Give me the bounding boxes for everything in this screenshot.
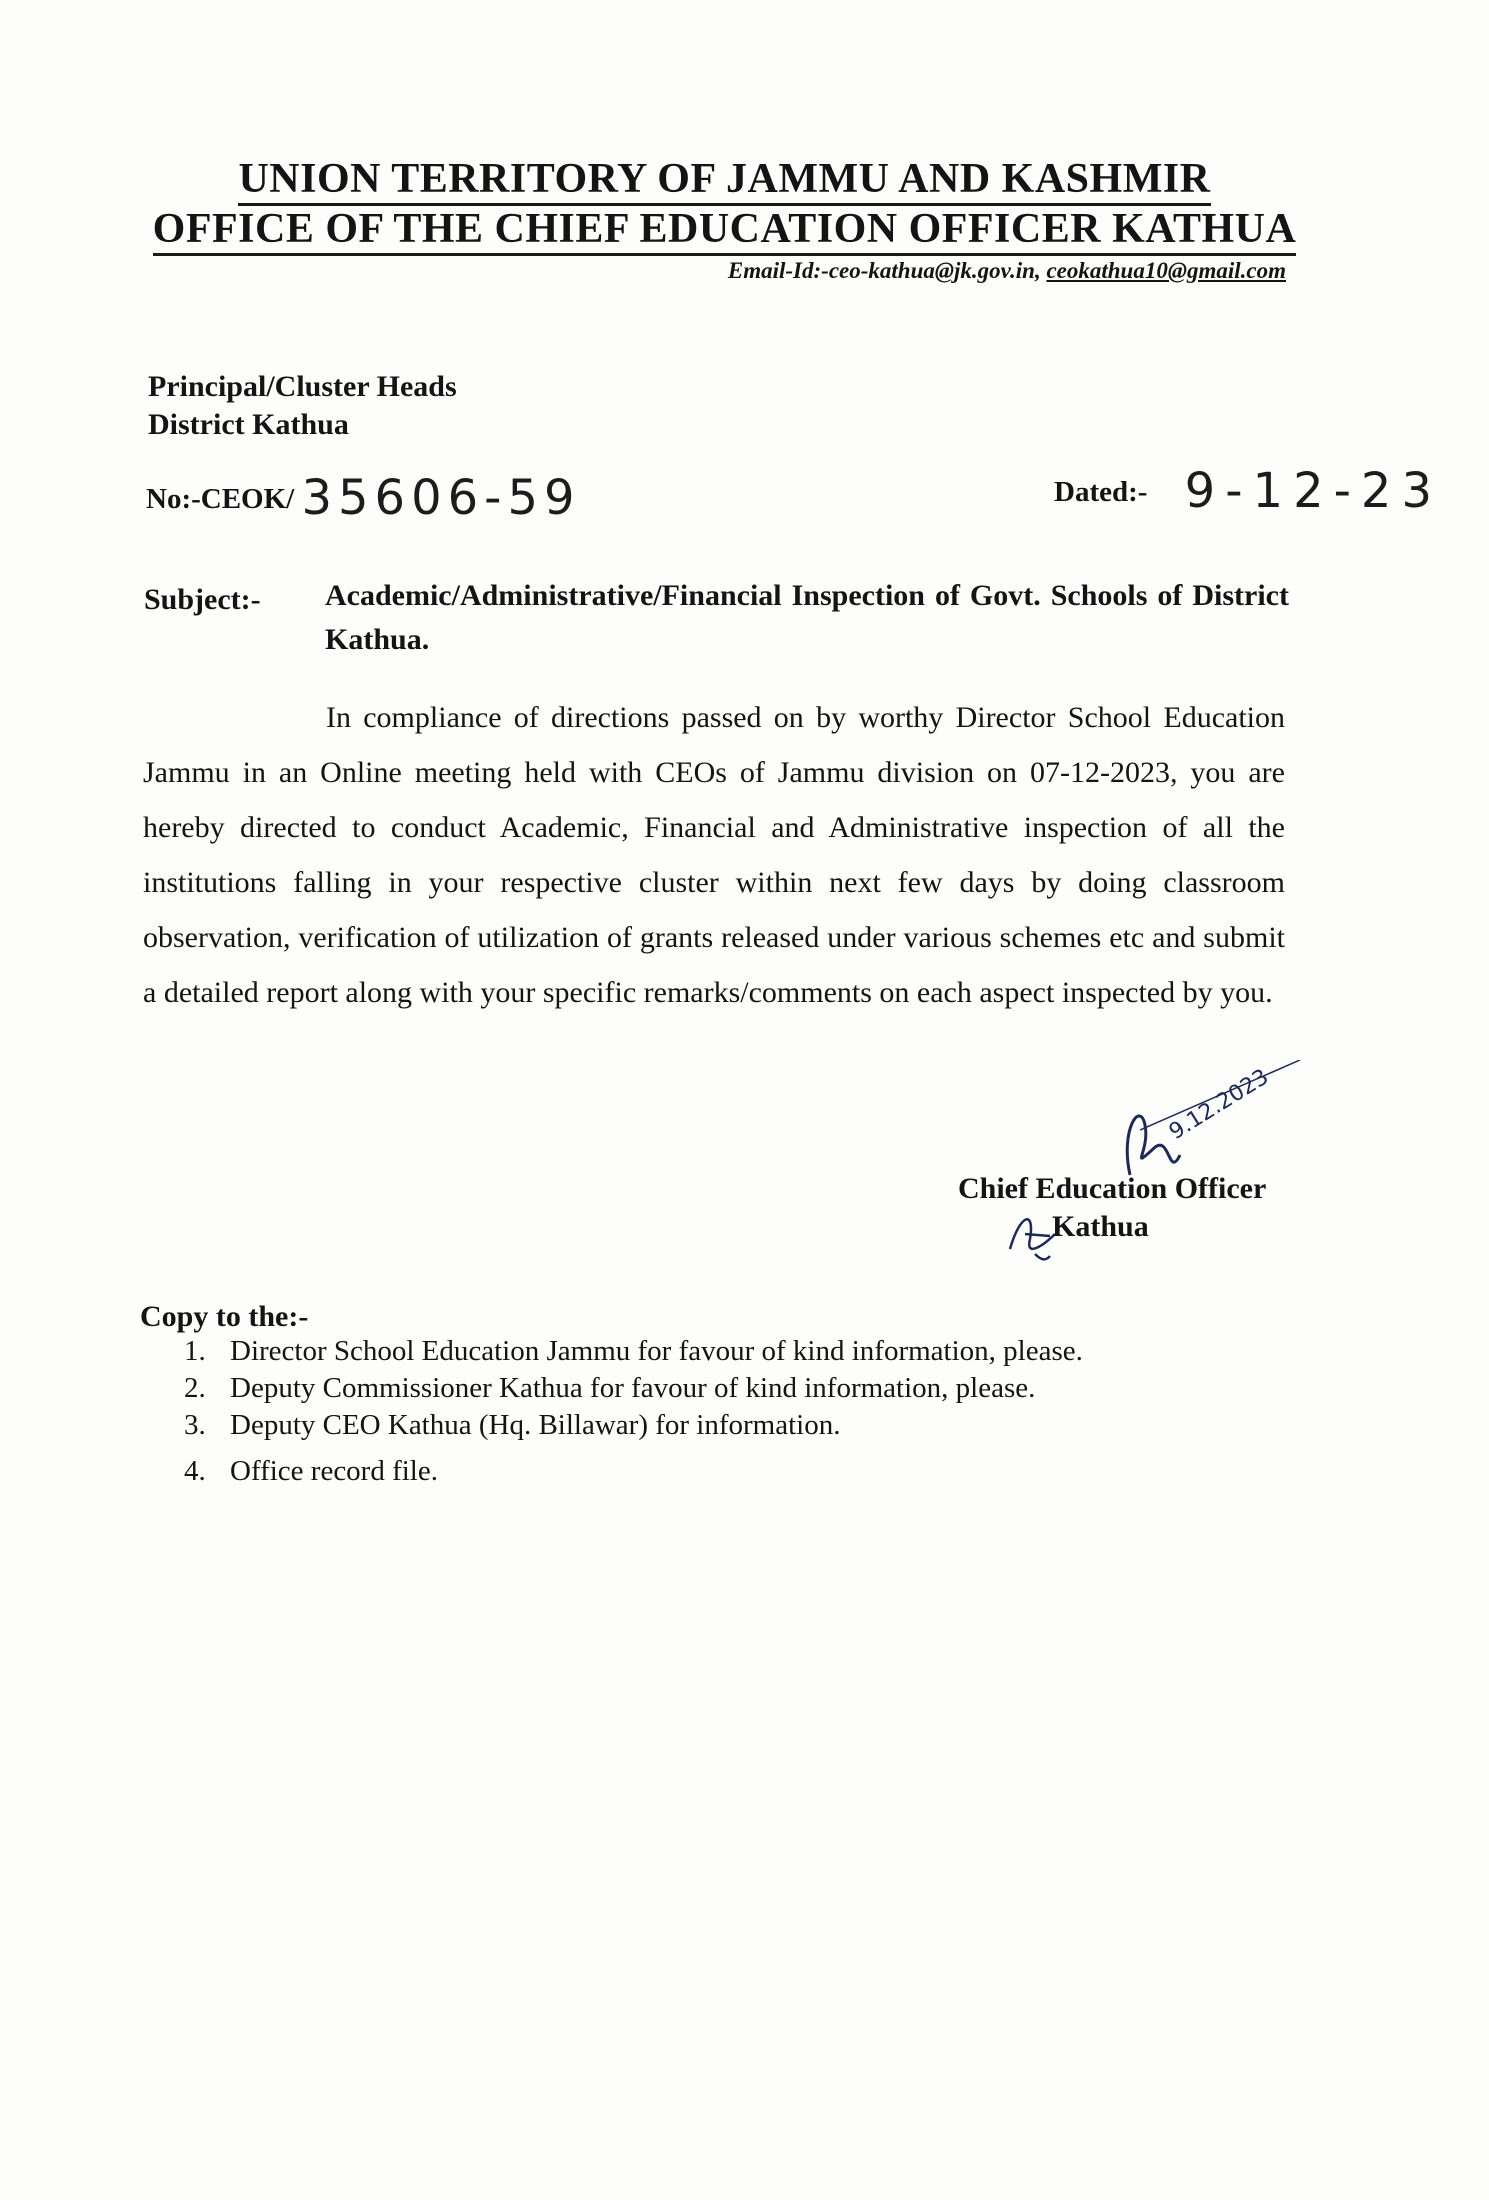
- reference-date-label: Dated:-: [1054, 476, 1148, 508]
- copy-to-list: [184, 1333, 1083, 1490]
- addressee-line-1: Principal/Cluster Heads: [148, 370, 457, 403]
- addressee-line-2: District Kathua: [148, 408, 349, 441]
- reference-number: [146, 470, 581, 526]
- subject-text: Academic/Administrative/Financial Inspection of Govt. Schools of District Kathua.: [325, 579, 1289, 656]
- header-title-ut: UNION TERRITORY OF JAMMU AND KASHMIR: [238, 155, 1210, 206]
- subject-label: Subject:-: [144, 583, 261, 616]
- addressee-block: [148, 368, 457, 444]
- copy-to-heading: Copy to the:-: [140, 1300, 309, 1333]
- header-line-2: [0, 205, 1469, 256]
- copy-to-item: 1. Director School Education Jammu for favour of kind information, please.: [184, 1335, 1083, 1367]
- copy-to-item: 2. Deputy Commissioner Kathua for favour of kind information, please.: [184, 1372, 1036, 1404]
- reference-date-handwritten: 9-12-23: [1184, 463, 1443, 519]
- reference-number-label: No:-CEOK/: [146, 483, 295, 515]
- signatory-place: Kathua: [1052, 1210, 1149, 1243]
- body-paragraph: In compliance of directions passed on by worthy Director School Education Jammu in an Online meeting held with CEOs of Jammu division on 07-12-2023, you are hereby directed to conduct Academic, Financial and Administrative inspection of all the institutions falling in your respective cluster within next few days by doing classroom observation, verification of utilization of grants released under various schemes etc and submit a detailed report along with your specific remarks/comments on each aspect inspected by you.: [143, 701, 1285, 1009]
- reference-number-handwritten: 35606-59: [301, 470, 581, 526]
- header-title-office: OFFICE OF THE CHIEF EDUCATION OFFICER KATHUA: [153, 205, 1297, 256]
- email-official: Email-Id:-ceo-kathua@jk.gov.in,: [727, 258, 1047, 283]
- header-line-1: [0, 155, 1469, 206]
- header-email: [728, 258, 1286, 284]
- signature-date: 9.12.2023: [1164, 1064, 1274, 1146]
- copy-to-item: 4. Office record file.: [184, 1455, 438, 1487]
- email-gmail: ceokathua10@gmail.com: [1046, 258, 1286, 283]
- signatory-designation: Chief Education Officer: [958, 1172, 1267, 1205]
- copy-to-item: 3. Deputy CEO Kathua (Hq. Billawar) for information.: [184, 1409, 841, 1441]
- reference-date: [1054, 463, 1442, 519]
